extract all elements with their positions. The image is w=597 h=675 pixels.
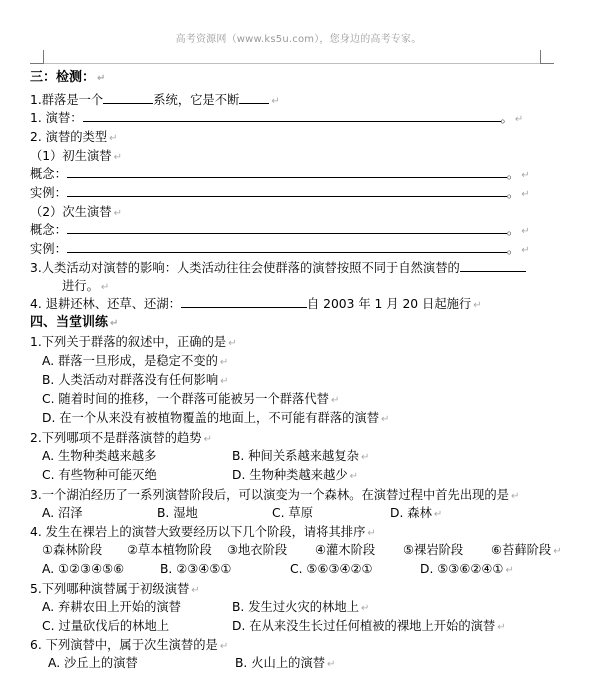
check-line-3: 2. 演替的类型 ↵ bbox=[30, 130, 118, 144]
question-5-option-a: A. 弃耕农田上开始的演替 bbox=[42, 600, 181, 614]
stage-4: ④灌木阶段 bbox=[315, 543, 376, 557]
blank bbox=[460, 258, 526, 272]
question-6-stem: 6. 下列演替中，属于次生演替的是 ↵ bbox=[30, 638, 229, 652]
blank bbox=[67, 239, 507, 253]
question-3-options: A. 沼泽 B. 湿地 C. 草原 D. 森林 ↵ bbox=[42, 503, 442, 523]
question-2-options-ab: A. 生物种类越来越多 B. 种间关系越来越复杂 ↵ bbox=[42, 446, 369, 466]
question-4-stem: 4. 发生在裸岩上的演替大致要经历以下几个阶段，请将其排序 ↵ bbox=[30, 525, 376, 539]
question-3-stem: 3.一个湖泊经历了一系列演替阶段后，可以演变为一个森林。在演替过程中首先出现的是 ↵ bbox=[30, 488, 520, 502]
question-2-option-c: C. 有些物种可能灭绝 bbox=[42, 468, 157, 482]
question-1-option-b: B. 人类活动对群落没有任何影响 ↵ bbox=[42, 373, 229, 387]
concept-line-1: 概念： 。 ↵ bbox=[30, 164, 530, 184]
question-2-option-a: A. 生物种类越来越多 bbox=[42, 449, 157, 463]
question-4-options: A. ①②③④⑤⑥ B. ②③④⑤① C. ⑤⑥③④②① D. ⑤③⑥②④① ↵ bbox=[42, 559, 514, 579]
question-3-option-c: C. 草原 bbox=[272, 506, 313, 520]
blank bbox=[83, 108, 501, 122]
blank bbox=[67, 220, 507, 234]
question-1-stem: 1.下列关于群落的叙述中，正确的是 ↵ bbox=[30, 335, 237, 349]
stage-3: ③地衣阶段 bbox=[227, 543, 288, 557]
question-2-option-b: B. 种间关系越来越复杂 bbox=[232, 449, 359, 463]
question-6-option-a: A. 沙丘上的演替 bbox=[48, 656, 138, 670]
blank bbox=[67, 164, 507, 178]
question-4-option-c: C. ⑤⑥③④②① bbox=[290, 562, 373, 576]
question-4-option-d: D. ⑤③⑥②④① bbox=[420, 562, 504, 576]
question-6-option-b: B. 火山上的演替 bbox=[235, 656, 326, 670]
stage-6: ⑥苔藓阶段 bbox=[491, 543, 552, 557]
blank bbox=[181, 294, 307, 308]
check-line-7: （2）次生演替 ↵ bbox=[30, 205, 122, 219]
stage-2: ②草本植物阶段 bbox=[127, 543, 212, 557]
blank bbox=[67, 183, 507, 197]
question-5-option-c: C. 过量砍伐后的林地上 bbox=[42, 619, 170, 633]
question-5-options-ab: A. 弃耕农田上开始的演替 B. 发生过火灾的林地上 ↵ bbox=[42, 597, 369, 617]
check-line-12: 4. 退耕还林、还草、还湖： 自 2003 年 1 月 20 日起施行 ↵ bbox=[30, 294, 482, 314]
concept-line-2: 概念： 。 ↵ bbox=[30, 220, 530, 240]
question-2-stem: 2.下列哪项不是群落演替的趋势 ↵ bbox=[30, 431, 212, 445]
question-1-option-d: D. 在一个从来没有被植物覆盖的地面上，不可能有群落的演替 ↵ bbox=[42, 411, 390, 425]
question-2-option-d: D. 生物种类越来越少 bbox=[232, 468, 348, 482]
question-3-option-a: A. 沼泽 bbox=[42, 506, 83, 520]
blank bbox=[239, 90, 269, 104]
example-line-1: 实例： 。 ↵ bbox=[30, 183, 530, 203]
check-line-11: 进行。 ↵ bbox=[62, 279, 110, 293]
check-line-10: 3.人类活动对演替的影响：人类活动往往会使群落的演替按照不同于自然演替的 bbox=[30, 258, 526, 278]
header-corner-mark-right bbox=[540, 50, 554, 64]
question-4-option-a: A. ①②③④⑤⑥ bbox=[42, 562, 125, 576]
example-line-2: 实例： 。 ↵ bbox=[30, 239, 530, 259]
question-1-option-c: C. 随着时间的推移，一个群落可能被另一个群落代替 ↵ bbox=[42, 392, 340, 406]
question-2-options-cd: C. 有些物种可能灭绝 D. 生物种类越来越少 ↵ bbox=[42, 465, 358, 485]
check-line-1: 1.群落是一个 系统，它是不断 ↵ bbox=[30, 90, 280, 110]
header-corner-mark-left bbox=[30, 50, 44, 64]
question-5-option-b: B. 发生过火灾的林地上 bbox=[232, 600, 359, 614]
question-5-option-d: D. 在从来没生长过任何植被的裸地上开始的演替 bbox=[232, 619, 496, 633]
header-divider bbox=[44, 63, 540, 64]
stage-1: ①森林阶段 bbox=[42, 543, 103, 557]
question-4-stages: ①森林阶段 ②草本植物阶段 ③地衣阶段 ④灌木阶段 ⑤裸岩阶段 ⑥苔藓阶段 ↵ bbox=[42, 540, 562, 560]
question-4-option-b: B. ②③④⑤① bbox=[160, 562, 232, 576]
page-header: 高考资源网（www.ks5u.com），您身边的高考专家。 bbox=[175, 34, 422, 45]
paragraph-mark: ↵ bbox=[97, 73, 106, 84]
check-section-title: 三：检测： ↵ bbox=[30, 70, 106, 85]
question-5-stem: 5.下列哪种演替属于初级演替 ↵ bbox=[30, 582, 200, 596]
check-line-4: （1）初生演替 ↵ bbox=[30, 149, 122, 163]
question-5-options-cd: C. 过量砍伐后的林地上 D. 在从来没生长过任何植被的裸地上开始的演替 ↵ bbox=[42, 616, 506, 636]
question-1-option-a: A. 群落一旦形成，是稳定不变的 ↵ bbox=[42, 354, 229, 368]
question-3-option-d: D. 森林 bbox=[390, 506, 432, 520]
blank bbox=[103, 90, 153, 104]
question-6-options: A. 沙丘上的演替 B. 火山上的演替 ↵ bbox=[48, 653, 335, 673]
stage-5: ⑤裸岩阶段 bbox=[403, 543, 464, 557]
train-section-title: 四、当堂训练 ↵ bbox=[30, 315, 119, 330]
question-3-option-b: B. 湿地 bbox=[157, 506, 198, 520]
check-line-2: 1. 演替： 。 ↵ bbox=[30, 108, 523, 128]
